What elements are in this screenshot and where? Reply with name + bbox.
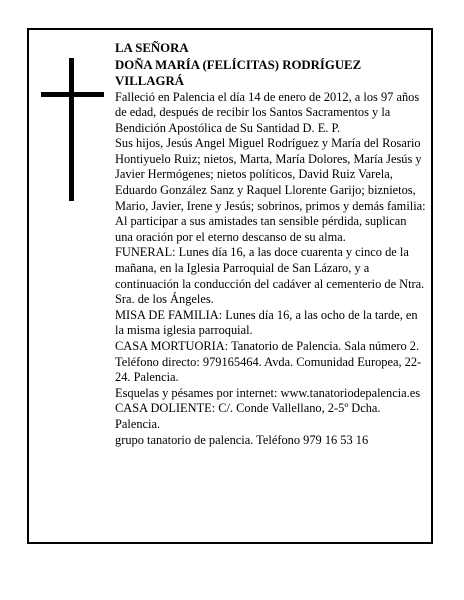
deceased-name: DOÑA MARÍA (FELÍCITAS) RODRÍGUEZ (115, 57, 362, 72)
cross-icon (41, 58, 104, 201)
family-mass-details: MISA DE FAMILIA: Lunes día 16, a las ocho de la tarde, en la misma iglesia parroquial. (115, 307, 418, 338)
family-list: Sus hijos, Jesús Angel Miguel Rodríguez y María del Rosario Hontiyuelo Ruiz; nietos, Marta, María Dolores, María Jesús y Javier Hermógenes; nietos políticos, David Ruiz Varela, Eduardo González Sanz y Raquel Llorente Garijo; biznietos, Mario, Javier, Irene y Jesús; sobrinos, primos y demás familia: (115, 136, 426, 213)
cross-vertical-bar (69, 58, 74, 201)
prayer-request: Al participar a sus amistades tan sensible pérdida, suplican una oración por el eterno descanso de su alma. (115, 214, 407, 244)
death-announcement: Falleció en Palencia el día 14 de enero de 2012, a los 97 años de edad, después de recibir los Santos Sacramentos y la Bendición Apostólica de Su Santidad D. E. P. (115, 89, 420, 135)
heading-title: LA SEÑORA (115, 41, 189, 55)
deceased-heading (115, 40, 427, 90)
cross-horizontal-bar (41, 92, 104, 97)
funeral-company-footer: grupo tanatorio de palencia. Teléfono 979 16 53 16 (115, 432, 369, 447)
funeral-details: FUNERAL: Lunes día 16, a las doce cuarenta y cinco de la mañana, en la Iglesia Parroquial de San Lázaro, y a continuación la conducción del cadáver al cementerio de Ntra. Sra. de los Ángeles. (115, 245, 425, 307)
obituary-notice (27, 28, 433, 544)
deceased-surname: VILLAGRÁ (115, 74, 184, 88)
mourning-house-details: CASA DOLIENTE: C/. Conde Vallellano, 2-5º Dcha. Palencia. (115, 401, 381, 431)
funeral-home-details: CASA MORTUORIA: Tanatorio de Palencia. Sala número 2. Teléfono directo: 979165464. Avda. Comunidad Europea, 22-24. Palencia. (115, 339, 422, 385)
notice-text (115, 40, 427, 448)
online-condolences: Esquelas y pésames por internet: www.tanatoriodepalencia.es (115, 385, 421, 400)
